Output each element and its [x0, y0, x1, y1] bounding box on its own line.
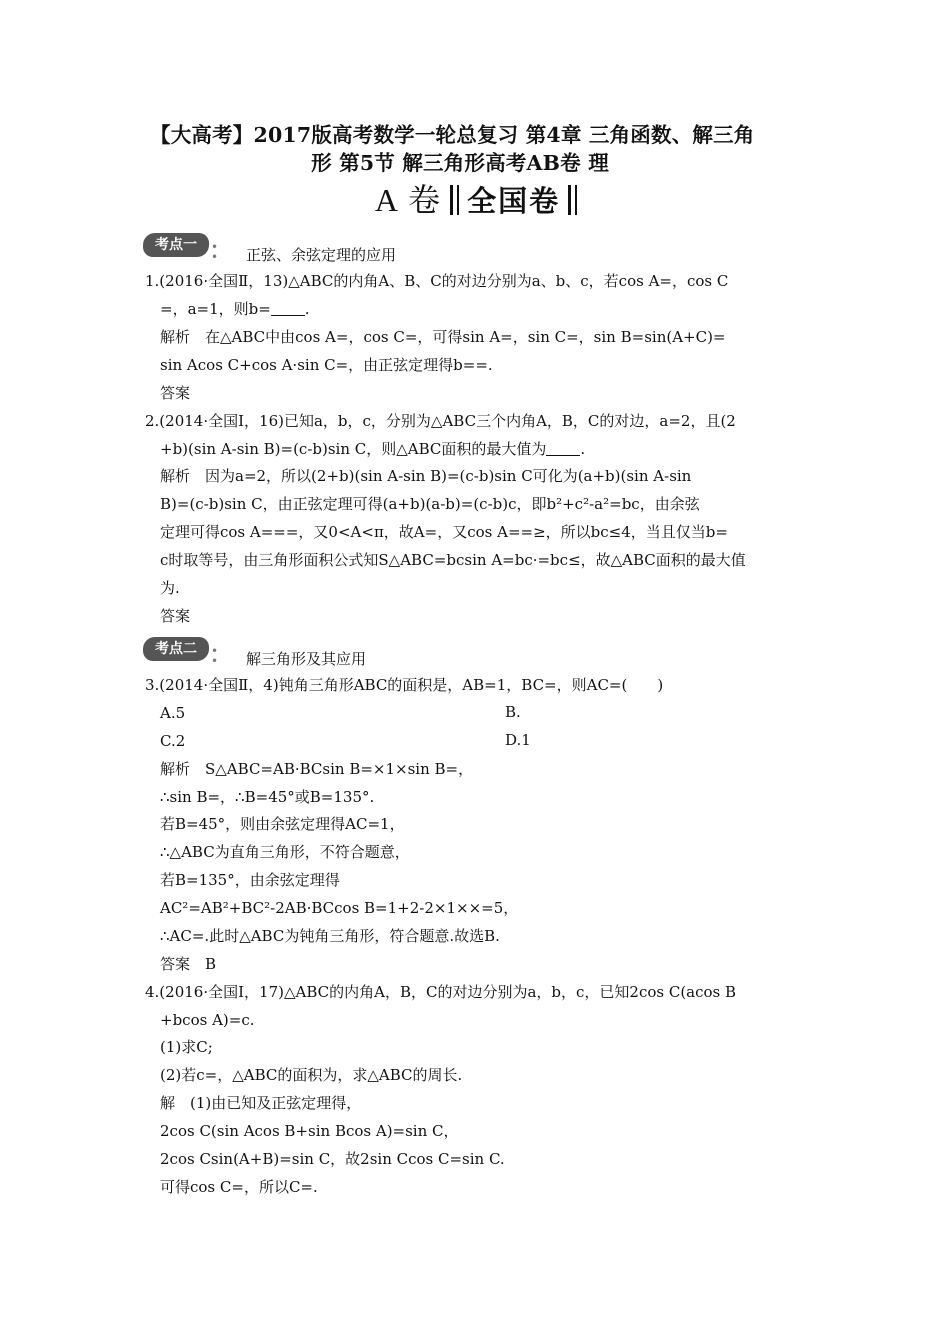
q1-line-2-end: . — [304, 300, 310, 318]
cloud-badge-icon: 考点二 — [143, 637, 209, 661]
q2-line-7: 为. — [160, 579, 180, 597]
q2-line-3: 解析 因为a=2，所以(2+b)(sin A-sin B)=(c-b)sin C可化为(a+b)(sin A-sin — [160, 467, 692, 485]
q1-answer: 答案 — [160, 384, 191, 402]
q1-line-3: 解析 在△ABC中由cos A=，cos C=，可得sin A=，sin C=，sin B=sin(A+C)= — [160, 328, 726, 346]
q1-line-4: sin Acos C+cos A·sin C=，由正弦定理得b==. — [160, 356, 493, 374]
dots-icon: • • — [211, 644, 220, 668]
q1-line-2 — [160, 299, 830, 319]
q3-line-4: 解析 S△ABC=AB·BCsin B=×1×sin B=， — [160, 760, 474, 778]
q3-option-a: A.5 — [160, 704, 186, 722]
q3-option-d: D.1 — [505, 731, 531, 749]
q4-line-7: 2cos Csin(A+B)=sin C，故2sin Ccos C=sin C. — [160, 1150, 505, 1168]
dots-icon: • • — [211, 240, 220, 264]
paper-banner — [355, 180, 605, 220]
section-title-1: 正弦、余弦定理的应用 — [246, 246, 397, 264]
q3-line-5: ∴sin B=，∴B=45°或B=135°. — [160, 788, 375, 806]
q4-line-5: 解 (1)由已知及正弦定理得， — [160, 1094, 362, 1112]
q3-option-b: B. — [505, 703, 521, 721]
q2-line-2 — [160, 439, 830, 459]
q2-line-6: c时取等号，由三角形面积公式知S△ABC=bcsin A=bc·=bc≤，故△ABC面积的最大值 — [160, 551, 746, 569]
q4-line-2: +bcos A)=c. — [160, 1011, 255, 1029]
cloud-badge-icon: 考点一 — [143, 233, 209, 257]
section-title-2: 解三角形及其应用 — [246, 650, 367, 668]
q3-line-8: 若B=135°，由余弦定理得 — [160, 871, 340, 889]
q4-line-3: (1)求C; — [160, 1038, 213, 1056]
q2-line-2-text: +b)(sin A-sin B)=(c-b)sin C，则△ABC面积的最大值为 — [160, 440, 547, 458]
title-line-2: 形 第5节 解三角形高考AB卷 理 — [311, 151, 609, 175]
section-tag-2 — [143, 637, 231, 668]
answer-blank — [546, 441, 580, 456]
q2-line-1: 2.(2014·全国Ⅰ，16)已知a，b，c，分别为△ABC三个内角A，B，C的对边，a=2，且(2 — [145, 412, 736, 430]
banner-divider-icon — [450, 185, 459, 215]
q1-line-1: 1.(2016·全国Ⅱ，13)△ABC的内角A、B、C的对边分别为a、b、c，若cos A=，cos C — [145, 272, 729, 290]
q3-line-10: ∴AC=.此时△ABC为钝角三角形，符合题意.故选B. — [160, 927, 500, 945]
q3-answer: 答案 B — [160, 955, 217, 973]
q3-line-7: ∴△ABC为直角三角形，不符合题意， — [160, 843, 410, 861]
q3-line-1: 3.(2014·全国Ⅱ，4)钝角三角形ABC的面积是，AB=1，BC=，则AC=( ) — [145, 676, 664, 694]
q2-line-2-end: . — [580, 440, 586, 458]
section-tag-1 — [143, 233, 231, 264]
q4-line-4: (2)若c=，△ABC的面积为，求△ABC的周长. — [160, 1066, 463, 1084]
banner-part-b: 全国卷 — [467, 184, 561, 218]
q4-line-6: 2cos C(sin Acos B+sin Bcos A)=sin C， — [160, 1122, 459, 1140]
title-line-1: 【大高考】2017版高考数学一轮总复习 第4章 三角函数、解三角 — [150, 123, 755, 147]
banner-divider-icon — [568, 185, 577, 215]
q3-line-9: AC²=AB²+BC²-2AB·BCcos B=1+2-2×1××=5， — [160, 899, 519, 917]
q2-line-4: B)=(c-b)sin C，由正弦定理可得(a+b)(a-b)=(c-b)c，即b²+c²-a²=bc，由余弦 — [160, 495, 700, 513]
q2-line-5: 定理可得cos A===，又0<A<π，故A=，又cos A==≥，所以bc≤4，当且仅当b= — [160, 523, 728, 541]
q1-line-2-text: =，a=1，则b= — [160, 300, 271, 318]
q3-option-c: C.2 — [160, 732, 186, 750]
answer-blank — [271, 301, 305, 316]
q4-line-1: 4.(2016·全国Ⅰ，17)△ABC的内角A，B，C的对边分别为a，b，c，已知2cos C(acos B — [145, 983, 737, 1001]
q2-answer: 答案 — [160, 607, 191, 625]
document-title — [150, 121, 810, 177]
banner-part-a: A 卷 — [374, 182, 443, 218]
q4-line-8: 可得cos C=，所以C=. — [160, 1178, 318, 1196]
q3-line-6: 若B=45°，则由余弦定理得AC=1， — [160, 815, 405, 833]
